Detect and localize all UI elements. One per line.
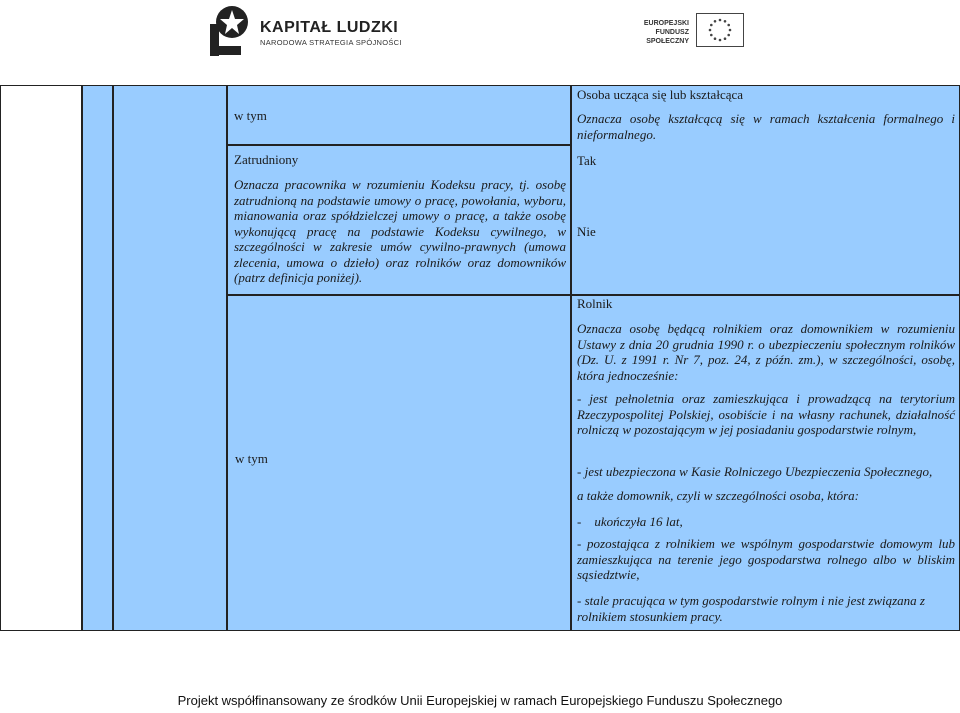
cell-w-tym-top: [227, 85, 571, 145]
definitions-table: [0, 85, 960, 631]
rolnik-domownik-2: - pozostająca z rolnikiem we wspólnym gospodarstwie domowym lub zamieszkująca na terenie jego gospodarstwa rolnego albo w bliskim sąsiedztwie,: [577, 536, 955, 582]
cell-w-tym-bottom: [227, 295, 571, 631]
rolnik-title: Rolnik: [577, 296, 613, 311]
w-tym-top-label: w tym: [234, 108, 267, 123]
blank-column: [0, 85, 82, 631]
rolnik-domownik-intro: a także domownik, czyli w szczególności osoba, która:: [577, 488, 859, 503]
kapital-ludzki-logo-icon: [208, 2, 256, 58]
zatrudniony-title: Zatrudniony: [234, 152, 299, 167]
w-tym-bottom-label: w tym: [235, 451, 268, 466]
rolnik-condition-1: - jest pełnoletnia oraz zamieszkująca i prowadzącą na terytorium Rzeczypospolitej Polskiej, osobiście i na własny rachunek, działalność rolniczą w pozostającym w jej posiadaniu gospodarstwie rolnym,: [577, 391, 955, 437]
efs-line-1: EUROPEJSKI: [643, 20, 689, 27]
page-header: [0, 0, 960, 82]
eu-flag-icon: [696, 13, 744, 47]
rolnik-domownik-1: - ukończyła 16 lat,: [577, 514, 683, 529]
zatrudniony-definition: Oznacza pracownika w rozumieniu Kodeksu pracy, tj. osobę zatrudnioną na podstawie umowy o pracę, powołania, wyboru, mianowania oraz spółdzielczej umowy o pracę, a także osobę wykonującą pracę na podstawie Kodeksu cywilnego, w szczególności w zakresie umów cywilno-prawnych (umowa zlecenia, umowa o dzieło) oraz rolników oraz domowników (patrz definicja poniżej).: [234, 177, 566, 285]
cell-osoba-uczaca-sie: [571, 85, 960, 295]
option-tak: Tak: [577, 153, 597, 168]
kapital-ludzki-subtitle: NARODOWA STRATEGIA SPÓJNOŚCI: [260, 38, 402, 47]
efs-label: [617, 19, 689, 46]
rolnik-condition-2: - jest ubezpieczona w Kasie Rolniczego Ubezpieczenia Społecznego,: [577, 464, 933, 479]
strip-column-2: [113, 85, 227, 631]
cell-rolnik: [571, 295, 960, 631]
rolnik-domownik-3: - stale pracująca w tym gospodarstwie rolnym i nie jest związana z rolnikiem stosunkiem pracy.: [577, 593, 925, 624]
kapital-ludzki-title: KAPITAŁ LUDZKI: [260, 19, 399, 36]
option-nie: Nie: [577, 224, 596, 239]
strip-column-1: [82, 85, 113, 631]
page-footer: Projekt współfinansowany ze środków Unii Europejskiej w ramach Europejskiego Funduszu Społecznego: [177, 693, 783, 708]
efs-line-2: FUNDUSZ SPOŁECZNY: [646, 29, 689, 45]
cell-zatrudniony: [227, 145, 571, 295]
rolnik-definition: Oznacza osobę będącą rolnikiem oraz domownikiem w rozumieniu Ustawy z dnia 20 grudnia 1990 r. o ubezpieczeniu społecznym rolników (Dz. U. z 1991 r. Nr 7, poz. 24, z późn. zm.), w szczególności, osobę, która jednocześnie:: [577, 321, 955, 383]
osoba-definition: Oznacza osobę kształcącą się w ramach kształcenia formalnego i nieformalnego.: [577, 111, 955, 142]
osoba-title: Osoba ucząca się lub kształcąca: [577, 87, 744, 102]
